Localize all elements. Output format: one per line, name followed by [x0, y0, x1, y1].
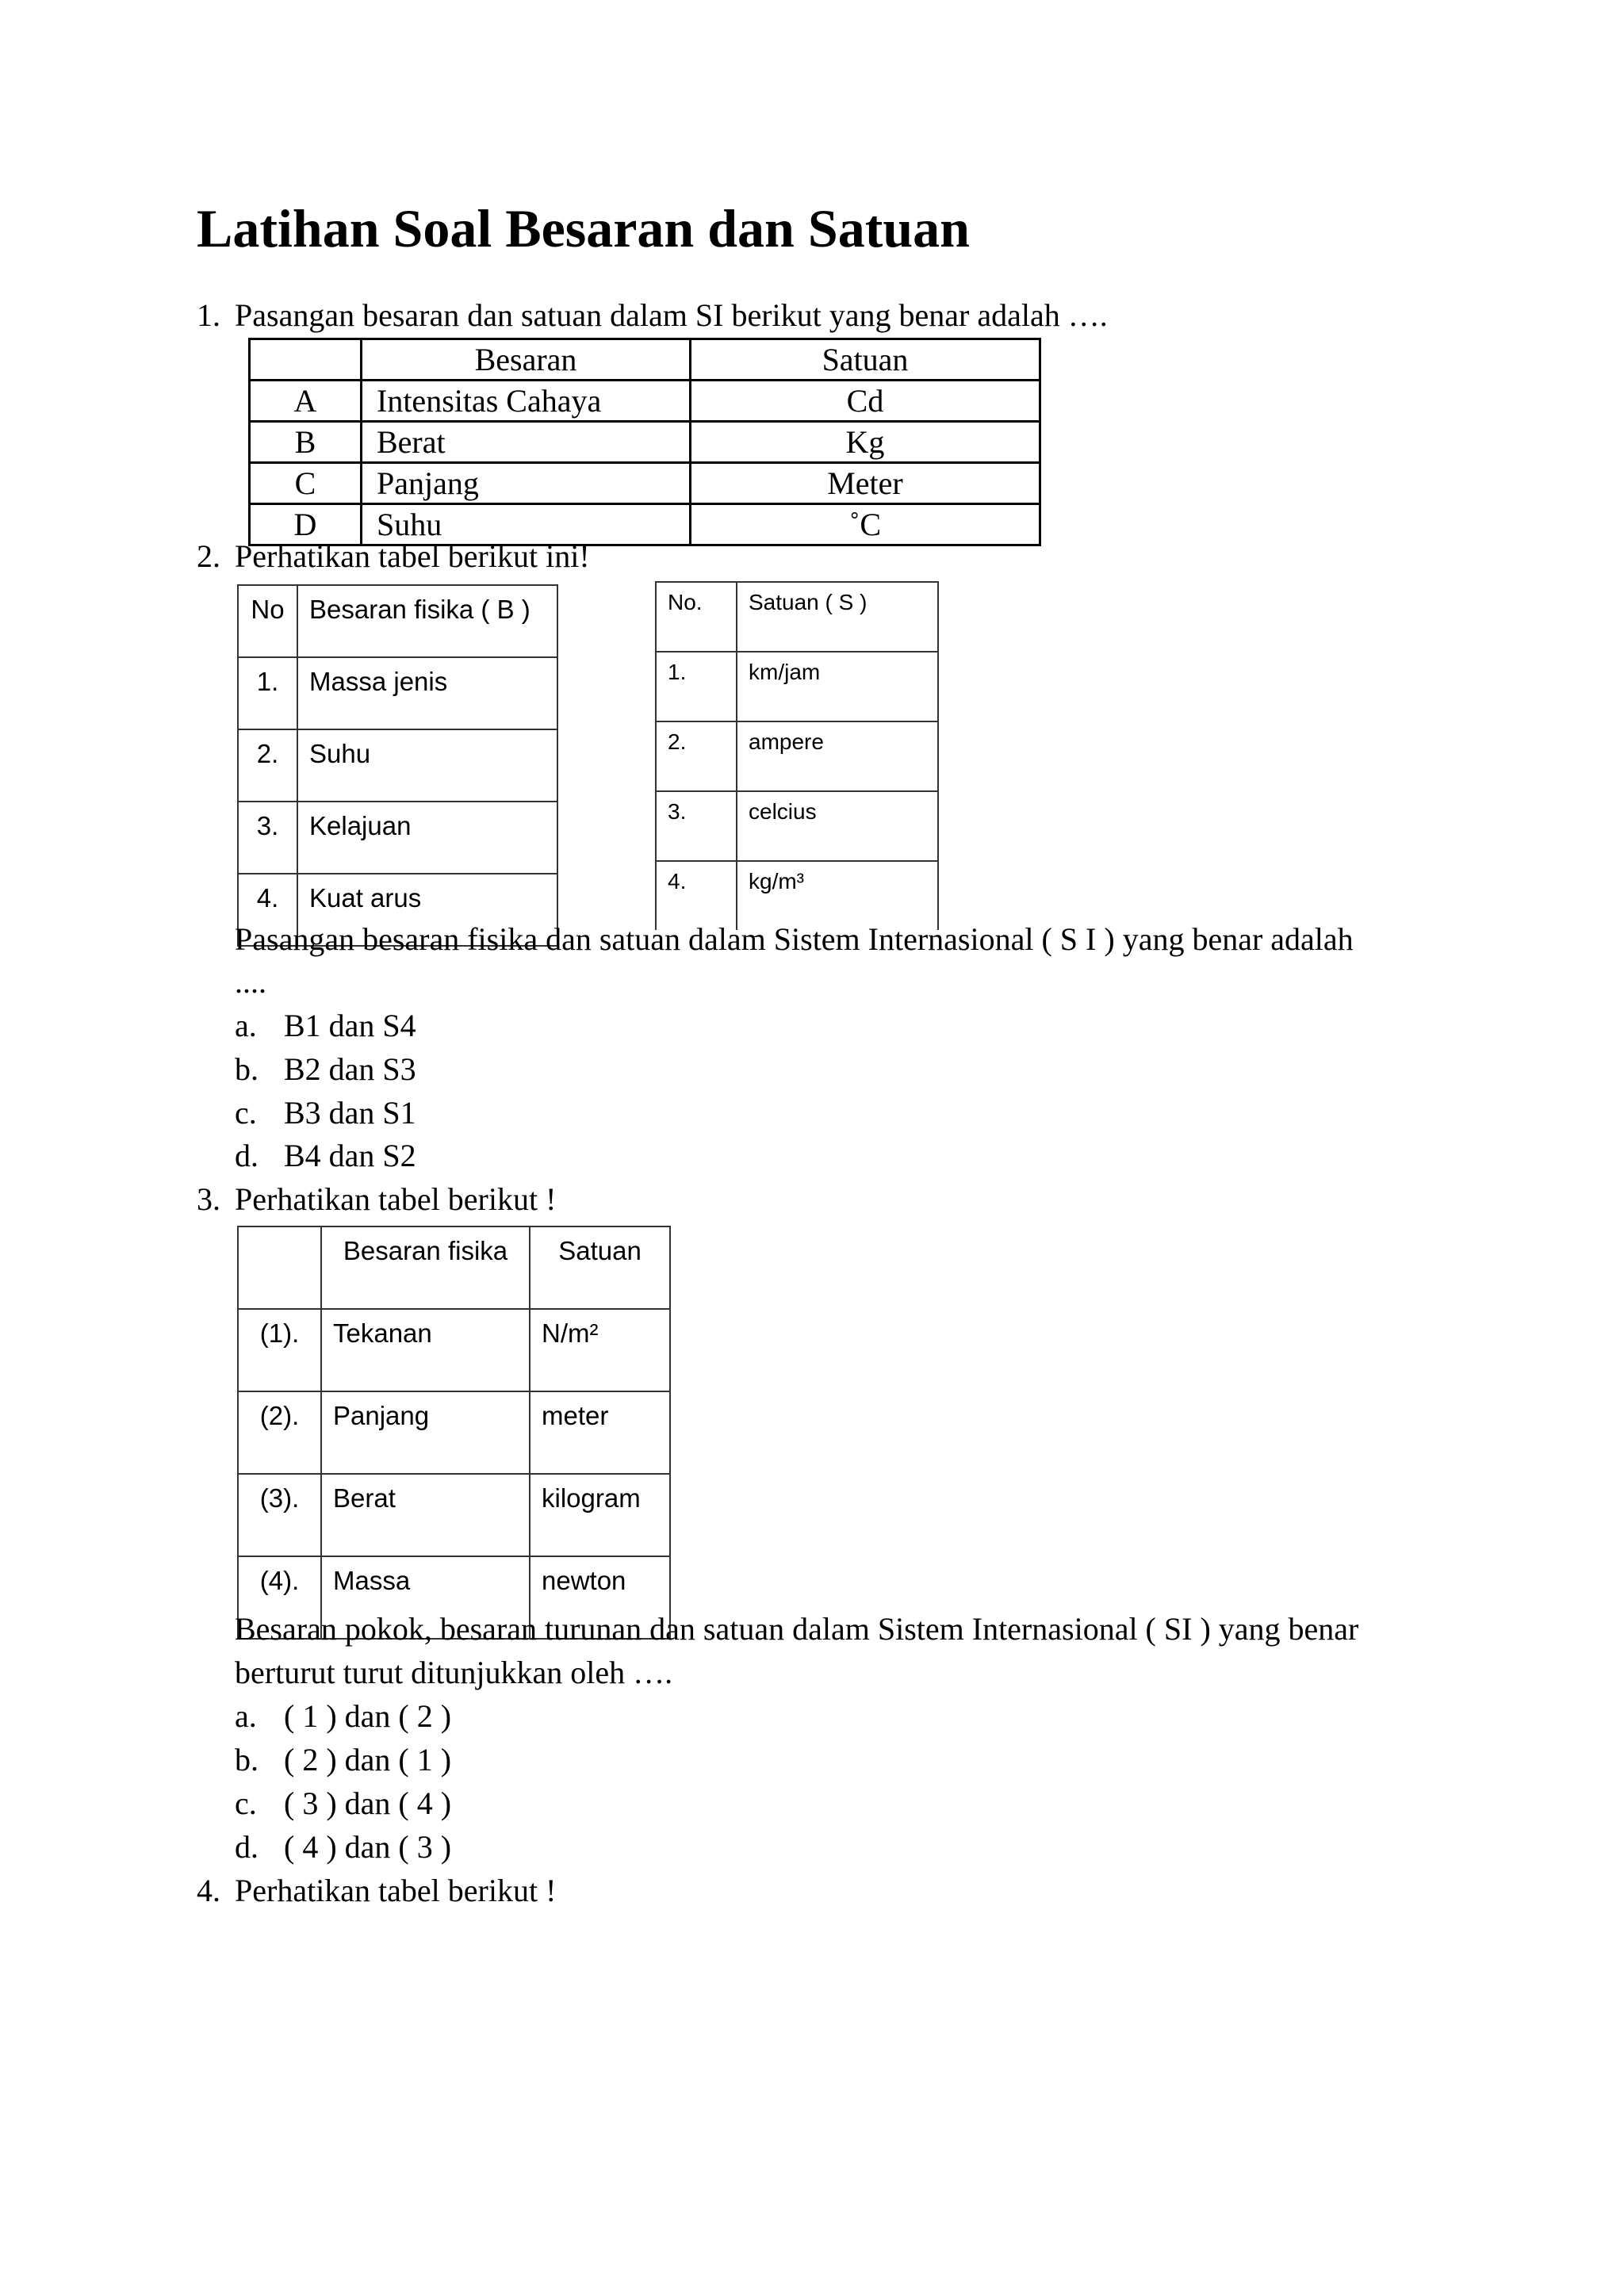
question-1-number: 1.	[197, 297, 220, 333]
question-2-option-c[interactable]: B3 dan S1	[284, 1095, 416, 1131]
question-3-option-d-label: d.	[235, 1829, 259, 1865]
table-row	[250, 422, 1040, 463]
question-2-option-c-label: c.	[235, 1095, 257, 1131]
table-header-cell: Besaran fisika ( B )	[297, 585, 557, 657]
table-header-cell: Besaran	[362, 339, 691, 381]
question-3-text: Perhatikan tabel berikut !	[235, 1181, 557, 1217]
table-cell: 1.	[656, 652, 737, 721]
table-cell: (4).	[238, 1556, 321, 1639]
question-1-text: Pasangan besaran dan satuan dalam SI berikut yang benar adalah ….	[235, 297, 1108, 333]
table-cell: B	[250, 422, 362, 463]
table-cell: kilogram	[530, 1474, 670, 1556]
table-row	[238, 1474, 670, 1556]
table-cell: D	[250, 504, 362, 545]
question-2-option-b-label: b.	[235, 1051, 259, 1087]
table-row	[238, 1309, 670, 1391]
table-header-cell: Satuan	[530, 1226, 670, 1309]
question-3-option-c-label: c.	[235, 1785, 257, 1821]
table-row	[238, 657, 557, 729]
question-4-number: 4.	[197, 1873, 220, 1908]
table-cell: 2.	[656, 721, 737, 791]
table-row	[238, 1391, 670, 1474]
table-cell: Massa jenis	[297, 657, 557, 729]
table-cell: Meter	[691, 463, 1040, 504]
table-cell: N/m²	[530, 1309, 670, 1391]
table-cell: (1).	[238, 1309, 321, 1391]
table-row	[656, 652, 938, 721]
table-cell: 3.	[656, 791, 737, 861]
table-header-cell: Satuan	[691, 339, 1040, 381]
question-2-option-d[interactable]: B4 dan S2	[284, 1138, 416, 1173]
table-cell: Panjang	[321, 1391, 530, 1474]
question-3-table	[237, 1226, 671, 1640]
question-2-prompt-line-1: Pasangan besaran fisika dan satuan dalam Sistem Internasional ( S I ) yang benar adalah	[235, 921, 1354, 957]
table-header-row	[250, 339, 1040, 381]
question-2-number: 2.	[197, 538, 220, 574]
question-2-option-a-label: a.	[235, 1008, 257, 1043]
table-cell: Tekanan	[321, 1309, 530, 1391]
table-cell: Berat	[362, 422, 691, 463]
table-header-cell: Besaran fisika	[321, 1226, 530, 1309]
table-cell: meter	[530, 1391, 670, 1474]
table-header-cell	[238, 1226, 321, 1309]
table-cell: (3).	[238, 1474, 321, 1556]
question-2-table-besaran	[237, 584, 558, 947]
table-header-row	[238, 1226, 670, 1309]
table-header-cell	[250, 339, 362, 381]
page-title: Latihan Soal Besaran dan Satuan	[197, 198, 970, 258]
table-header-row	[656, 582, 938, 652]
question-3-prompt-line-1: Besaran pokok, besaran turunan dan satuan dalam Sistem Internasional ( SI ) yang benar	[235, 1611, 1359, 1647]
question-1-table	[248, 338, 1041, 546]
table-cell: Kuat arus	[297, 874, 557, 946]
table-row	[238, 729, 557, 802]
table-cell: A	[250, 381, 362, 422]
table-cell: Kelajuan	[297, 802, 557, 874]
table-cell: 1.	[238, 657, 297, 729]
table-cell: Intensitas Cahaya	[362, 381, 691, 422]
table-cell: 4.	[238, 874, 297, 946]
table-cell: km/jam	[737, 652, 938, 721]
table-cell: Massa	[321, 1556, 530, 1639]
question-3-prompt-line-2: berturut turut ditunjukkan oleh ….	[235, 1655, 673, 1690]
table-cell: celcius	[737, 791, 938, 861]
table-cell: C	[250, 463, 362, 504]
table-header-cell: No	[238, 585, 297, 657]
question-3-option-b-label: b.	[235, 1742, 259, 1777]
table-cell: Suhu	[297, 729, 557, 802]
table-cell: ˚C	[691, 504, 1040, 545]
question-2-prompt-line-2: ....	[235, 964, 266, 1000]
table-cell: ampere	[737, 721, 938, 791]
question-3-option-a-label: a.	[235, 1698, 257, 1734]
question-3-option-a[interactable]: ( 1 ) dan ( 2 )	[284, 1698, 452, 1734]
table-row	[656, 791, 938, 861]
table-cell: 4.	[656, 861, 737, 930]
table-row	[250, 381, 1040, 422]
question-3-option-c[interactable]: ( 3 ) dan ( 4 )	[284, 1785, 452, 1821]
table-header-row	[238, 585, 557, 657]
table-cell: (2).	[238, 1391, 321, 1474]
table-cell: Kg	[691, 422, 1040, 463]
table-cell: 2.	[238, 729, 297, 802]
question-3-option-b[interactable]: ( 2 ) dan ( 1 )	[284, 1742, 452, 1777]
question-2-option-b[interactable]: B2 dan S3	[284, 1051, 416, 1087]
table-row	[238, 802, 557, 874]
question-2-option-a[interactable]: B1 dan S4	[284, 1008, 416, 1043]
table-header-cell: Satuan ( S )	[737, 582, 938, 652]
question-2-table-satuan	[655, 581, 939, 930]
table-row	[656, 721, 938, 791]
table-cell: Panjang	[362, 463, 691, 504]
table-cell: 3.	[238, 802, 297, 874]
table-cell: Berat	[321, 1474, 530, 1556]
question-3-option-d[interactable]: ( 4 ) dan ( 3 )	[284, 1829, 452, 1865]
table-row	[250, 463, 1040, 504]
question-2-option-d-label: d.	[235, 1138, 259, 1173]
question-2-text: Perhatikan tabel berikut ini!	[235, 538, 590, 574]
table-cell: Cd	[691, 381, 1040, 422]
table-header-cell: No.	[656, 582, 737, 652]
question-3-number: 3.	[197, 1181, 220, 1217]
question-4-text: Perhatikan tabel berikut !	[235, 1873, 557, 1908]
table-cell: kg/m³	[737, 861, 938, 930]
table-cell: Suhu	[362, 504, 691, 545]
table-cell: newton	[530, 1556, 670, 1639]
